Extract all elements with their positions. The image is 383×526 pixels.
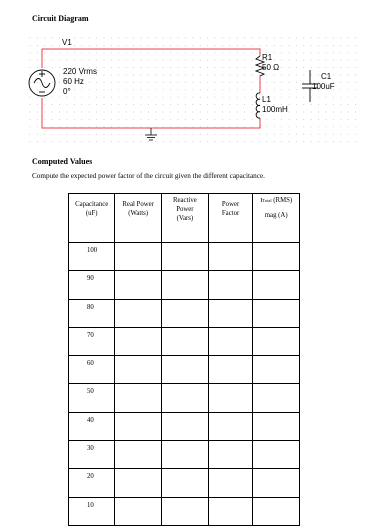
table-row <box>69 356 300 384</box>
capacitance-cell: 60 <box>69 356 115 384</box>
current-cell[interactable] <box>253 271 300 299</box>
circuit-schematic <box>28 36 358 146</box>
wire <box>42 49 260 128</box>
real-power-cell[interactable] <box>115 271 162 299</box>
power-factor-cell[interactable] <box>208 441 253 469</box>
real-power-cell[interactable] <box>115 469 162 497</box>
power-factor-cell[interactable] <box>208 299 253 327</box>
current-symbol: I <box>260 197 263 204</box>
header-line: Capacitance <box>75 201 109 208</box>
table-row <box>69 299 300 327</box>
reactive-power-cell[interactable] <box>161 271 208 299</box>
source-name: V1 <box>62 38 72 47</box>
current-rms: (RMS) <box>273 197 293 204</box>
real-power-cell[interactable] <box>115 356 162 384</box>
header-line: Power <box>176 206 194 213</box>
source-voltage: 220 Vrms <box>63 67 97 76</box>
power-factor-cell[interactable] <box>208 356 253 384</box>
header-line <box>253 196 299 205</box>
resistor-name: R1 <box>262 53 273 62</box>
real-power-cell[interactable] <box>115 384 162 412</box>
power-factor-cell[interactable] <box>208 243 253 271</box>
table-row <box>69 243 300 271</box>
real-power-cell[interactable] <box>115 243 162 271</box>
computed-values-table <box>68 193 300 526</box>
header-power-factor <box>208 194 253 243</box>
current-cell[interactable] <box>253 243 300 271</box>
reactive-power-cell[interactable] <box>161 356 208 384</box>
current-cell[interactable] <box>253 469 300 497</box>
real-power-cell[interactable] <box>115 412 162 440</box>
source-phase: 0° <box>63 87 71 96</box>
current-cell[interactable] <box>253 497 300 525</box>
power-factor-cell[interactable] <box>208 497 253 525</box>
capacitance-cell: 10 <box>69 497 115 525</box>
header-line: Power <box>221 201 240 208</box>
header-line: mag (A) <box>264 212 288 219</box>
table-row <box>69 441 300 469</box>
header-line: (Watts) <box>128 210 149 217</box>
current-cell[interactable] <box>253 384 300 412</box>
current-cell[interactable] <box>253 299 300 327</box>
real-power-cell[interactable] <box>115 299 162 327</box>
table-row <box>69 384 300 412</box>
grid-dots <box>30 38 357 143</box>
reactive-power-cell[interactable] <box>161 384 208 412</box>
capacitor-value: 100uF <box>312 82 335 91</box>
reactive-power-cell[interactable] <box>161 299 208 327</box>
power-factor-cell[interactable] <box>208 271 253 299</box>
capacitance-cell: 70 <box>69 327 115 355</box>
reactive-power-cell[interactable] <box>161 412 208 440</box>
capacitor-name: C1 <box>321 72 332 81</box>
current-cell[interactable] <box>253 412 300 440</box>
header-line: Factor <box>221 210 240 217</box>
current-cell[interactable] <box>253 327 300 355</box>
header-line: (Vars) <box>176 215 194 222</box>
capacitance-cell: 50 <box>69 384 115 412</box>
inductor-value: 100mH <box>262 105 288 114</box>
header-line: Real Power <box>122 201 154 208</box>
reactive-power-cell[interactable] <box>161 243 208 271</box>
capacitance-cell: 80 <box>69 299 115 327</box>
table-row <box>69 327 300 355</box>
ground-icon <box>145 128 157 140</box>
header-current <box>253 194 300 243</box>
power-factor-cell[interactable] <box>208 384 253 412</box>
real-power-cell[interactable] <box>115 497 162 525</box>
page-title: Circuit Diagram <box>32 14 89 23</box>
power-factor-cell[interactable] <box>208 327 253 355</box>
header-line: Reactive <box>172 197 197 204</box>
current-cell[interactable] <box>253 441 300 469</box>
source-frequency: 60 Hz <box>63 77 84 86</box>
power-factor-cell[interactable] <box>208 469 253 497</box>
current-cell[interactable] <box>253 356 300 384</box>
inductor-name: L1 <box>262 95 271 104</box>
power-factor-cell[interactable] <box>208 412 253 440</box>
real-power-cell[interactable] <box>115 441 162 469</box>
real-power-cell[interactable] <box>115 327 162 355</box>
header-reactive-power <box>161 194 208 243</box>
reactive-power-cell[interactable] <box>161 497 208 525</box>
capacitance-cell: 20 <box>69 469 115 497</box>
capacitance-cell: 30 <box>69 441 115 469</box>
capacitance-cell: 90 <box>69 271 115 299</box>
ac-source-icon <box>29 70 55 96</box>
header-line: (uF) <box>85 210 98 217</box>
instruction-text: Compute the expected power factor of the circuit given the different capacitance. <box>32 172 265 180</box>
resistor-value: 50 Ω <box>262 63 280 72</box>
capacitance-cell: 100 <box>69 243 115 271</box>
table-header-row <box>69 194 300 243</box>
reactive-power-cell[interactable] <box>161 469 208 497</box>
header-real-power <box>115 194 162 243</box>
inductor-icon <box>256 93 260 118</box>
capacitance-cell: 40 <box>69 412 115 440</box>
header-capacitance <box>69 194 115 243</box>
table-row <box>69 271 300 299</box>
table-row <box>69 497 300 525</box>
table-row <box>69 412 300 440</box>
reactive-power-cell[interactable] <box>161 327 208 355</box>
current-subscript: Total <box>262 198 272 203</box>
reactive-power-cell[interactable] <box>161 441 208 469</box>
section-title: Computed Values <box>32 157 93 166</box>
table-row <box>69 469 300 497</box>
